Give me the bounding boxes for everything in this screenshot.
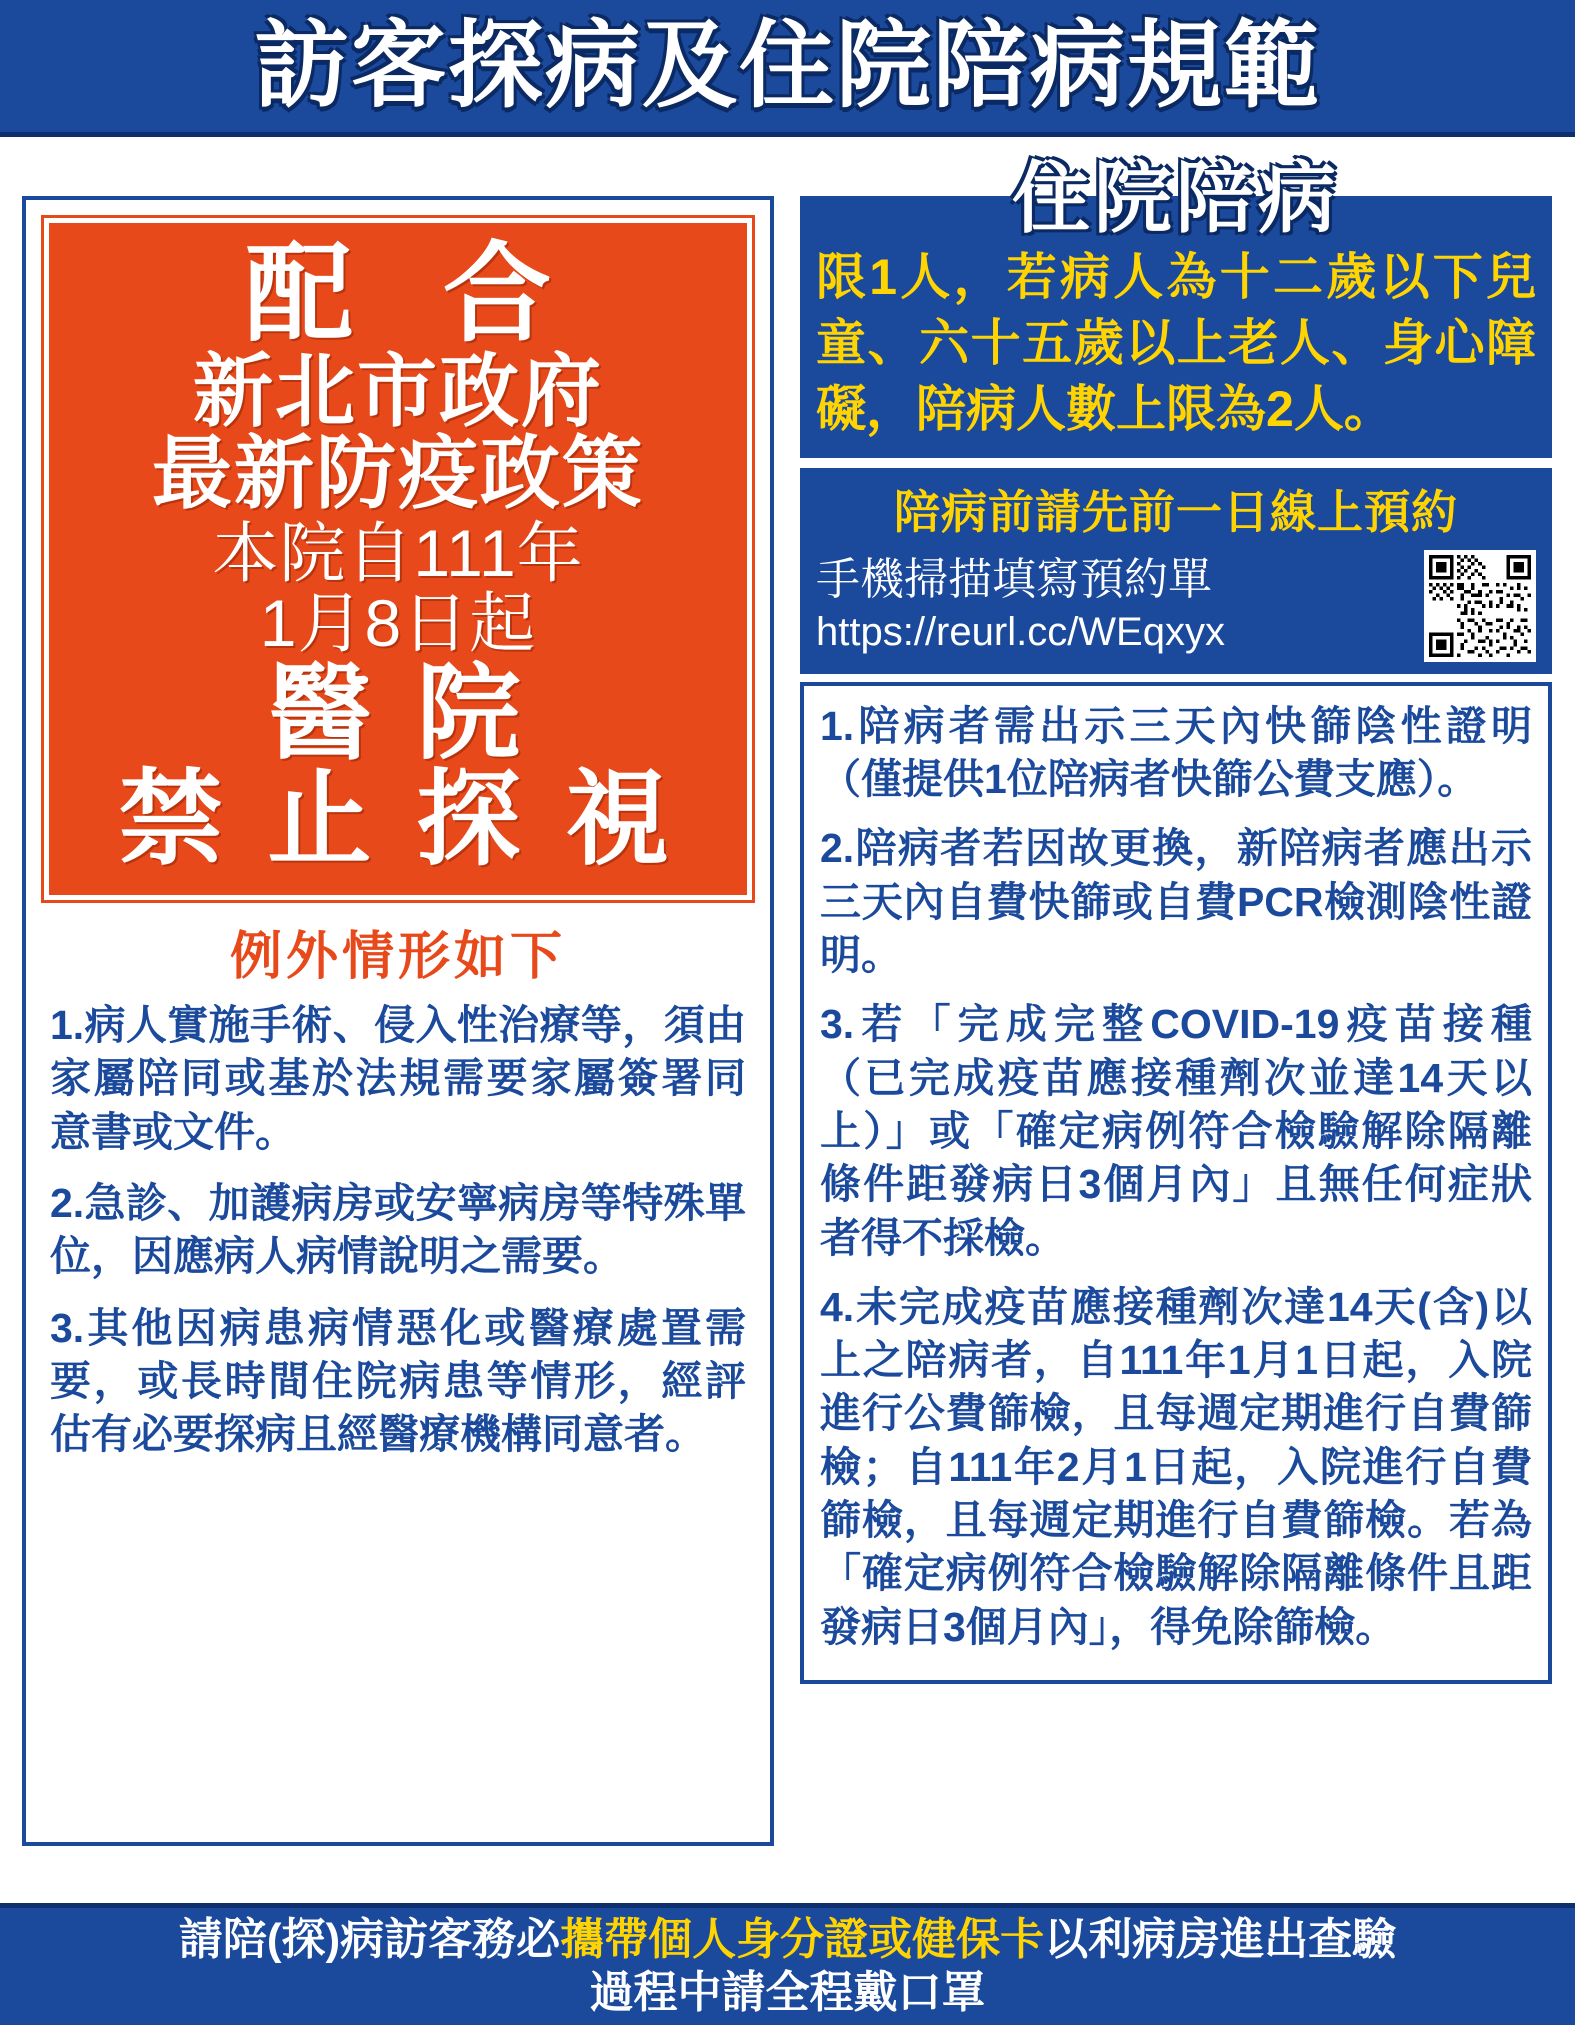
page-title: 訪客探病及住院陪病規範 (253, 12, 1321, 119)
right-panel (800, 154, 1552, 1846)
orange-line-no-visiting: 禁 止 探 視 (118, 762, 678, 879)
reservation-scan-label: 手機掃描填寫預約單 (816, 555, 1212, 605)
page-header (0, 0, 1575, 137)
list-item: 2.急診、加護病房或安寧病房等特殊單位，因應病人病情說明之需要。 (50, 1180, 746, 1280)
footer-line-2: 過程中請全程戴口罩 (589, 1967, 986, 2017)
orange-line-cooperate: 配 合 (244, 233, 581, 354)
orange-line-hospital: 醫 院 (267, 655, 529, 772)
accompany-blue-box (800, 154, 1552, 458)
list-item: 2.陪病者若因故更換，新陪病者應出示三天內自費快篩或自費PCR檢測陰性證明。 (820, 825, 1532, 979)
list-item: 3.若「完成完整COVID-19疫苗接種（已完成疫苗應接種劑次並達14天以上）」或「確定病例符合檢驗解除隔離條件距發病日3個月內」且無任何症狀者得不採檢。 (820, 1001, 1532, 1261)
footer-text-suffix: 以利病房進出查驗 (1044, 1914, 1397, 1964)
footer-line-1 (179, 1914, 1396, 1967)
footer-text-prefix: 請陪(探)病訪客務必 (178, 1914, 561, 1964)
accompany-rules-list (800, 682, 1552, 1684)
reservation-box (800, 464, 1552, 674)
qr-code-icon[interactable] (1424, 550, 1536, 662)
left-panel (22, 196, 774, 1846)
reservation-url[interactable]: https://reurl.cc/WEqxyx (816, 610, 1225, 655)
footer-text-highlight: 攜帶個人身分證或健保卡 (560, 1914, 1045, 1964)
reservation-row (816, 550, 1536, 662)
orange-line-policy: 最新防疫政策 (152, 428, 644, 518)
exception-list (36, 999, 760, 1461)
accompany-title: 住院陪病 (1011, 154, 1340, 242)
orange-line-government: 新北市政府 (193, 347, 603, 437)
list-item: 3.其他因病患病情惡化或醫療處置需要，或長時間住院病患等情形，經評估有必要探病且經醫療機構同意者。 (50, 1304, 746, 1458)
list-item: 1.病人實施手術、侵入性治療等，須由家屬陪同或基於法規需要家屬簽署同意書或文件。 (50, 1002, 746, 1155)
reservation-title: 陪病前請先前一日線上預約 (894, 485, 1458, 538)
list-item: 4.未完成疫苗應接種劑次達14天(含)以上之陪病者，自111年1月1日起，入院進行公費篩檢，且每週定期進行自費篩檢；自111年2月1日起，入院進行自費篩檢，且每週定期進行自費篩檢。若為「確定病例符合檢驗解除隔離條件且距發病日3個月內」，得免除篩檢。 (820, 1283, 1532, 1650)
page-footer (0, 1903, 1575, 2025)
reservation-text (816, 554, 1225, 657)
notice-orange-box (44, 218, 752, 900)
orange-line-year: 本院自111年 (212, 516, 584, 591)
orange-line-date: 1月8日起 (259, 585, 537, 660)
list-item: 1.陪病者需出示三天內快篩陰性證明（僅提供1位陪病者快篩公費支應）。 (820, 702, 1532, 803)
accompany-body: 限1人，若病人為十二歲以下兒童、六十五歲以上老人、身心障礙，陪病人數上限為2人。 (816, 248, 1536, 437)
exception-heading: 例外情形如下 (229, 928, 566, 987)
